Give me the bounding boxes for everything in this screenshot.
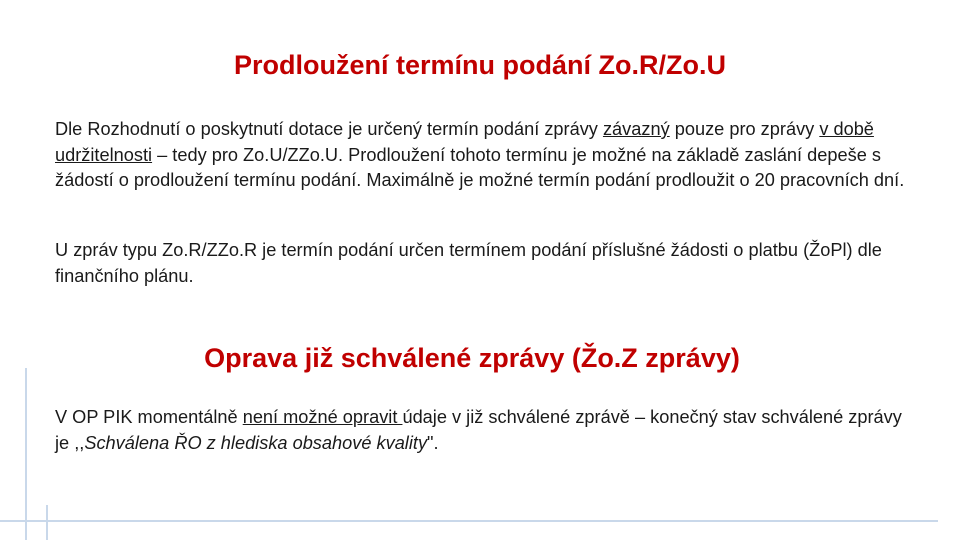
decorative-frame-line-vertical-inner xyxy=(46,505,48,540)
text-run: – tedy pro Zo.U/ZZo.U. Prodloužení tohoto termínu je možné na základě zaslání depeše s žádostí o prodloužení termínu podání. Maximálně je možné termín podání prodloužit o 20 pracovních dní. xyxy=(55,144,905,190)
paragraph-correction xyxy=(55,405,915,456)
text-run: údaje v již schválené zprávě – konečný stav schválené zprávy je ,, xyxy=(55,407,902,453)
decorative-frame-line-vertical xyxy=(25,368,27,540)
text-run: Dle Rozhodnutí o poskytnutí dotace je určený termín podání zprávy xyxy=(55,119,603,139)
section-title-extension: Prodloužení termínu podání Zo.R/Zo.U xyxy=(234,50,726,80)
section-title-correction: Oprava již schválené zprávy (Žo.Z zprávy) xyxy=(204,343,740,373)
italic-status-text: Schválena ŘO z hlediska obsahové kvality xyxy=(84,432,428,453)
underlined-text-binding: závazný xyxy=(602,119,670,139)
text-run: pouze pro zprávy xyxy=(669,119,820,139)
decorative-frame-line-horizontal xyxy=(0,520,938,522)
text-run: V OP PIK momentálně xyxy=(55,407,243,427)
text-run: ". xyxy=(427,432,439,453)
underlined-text-not-possible: není možné opravit xyxy=(242,407,403,427)
paragraph-report-types: U zpráv typu Zo.R/ZZo.R je termín podání určen termínem podání příslušné žádosti o platbu (ŽoPl) dle finančního plánu. xyxy=(55,240,882,286)
underlined-text-sustainability: v době udržitelnosti xyxy=(55,119,874,165)
paragraph-extension-rules xyxy=(55,117,915,194)
